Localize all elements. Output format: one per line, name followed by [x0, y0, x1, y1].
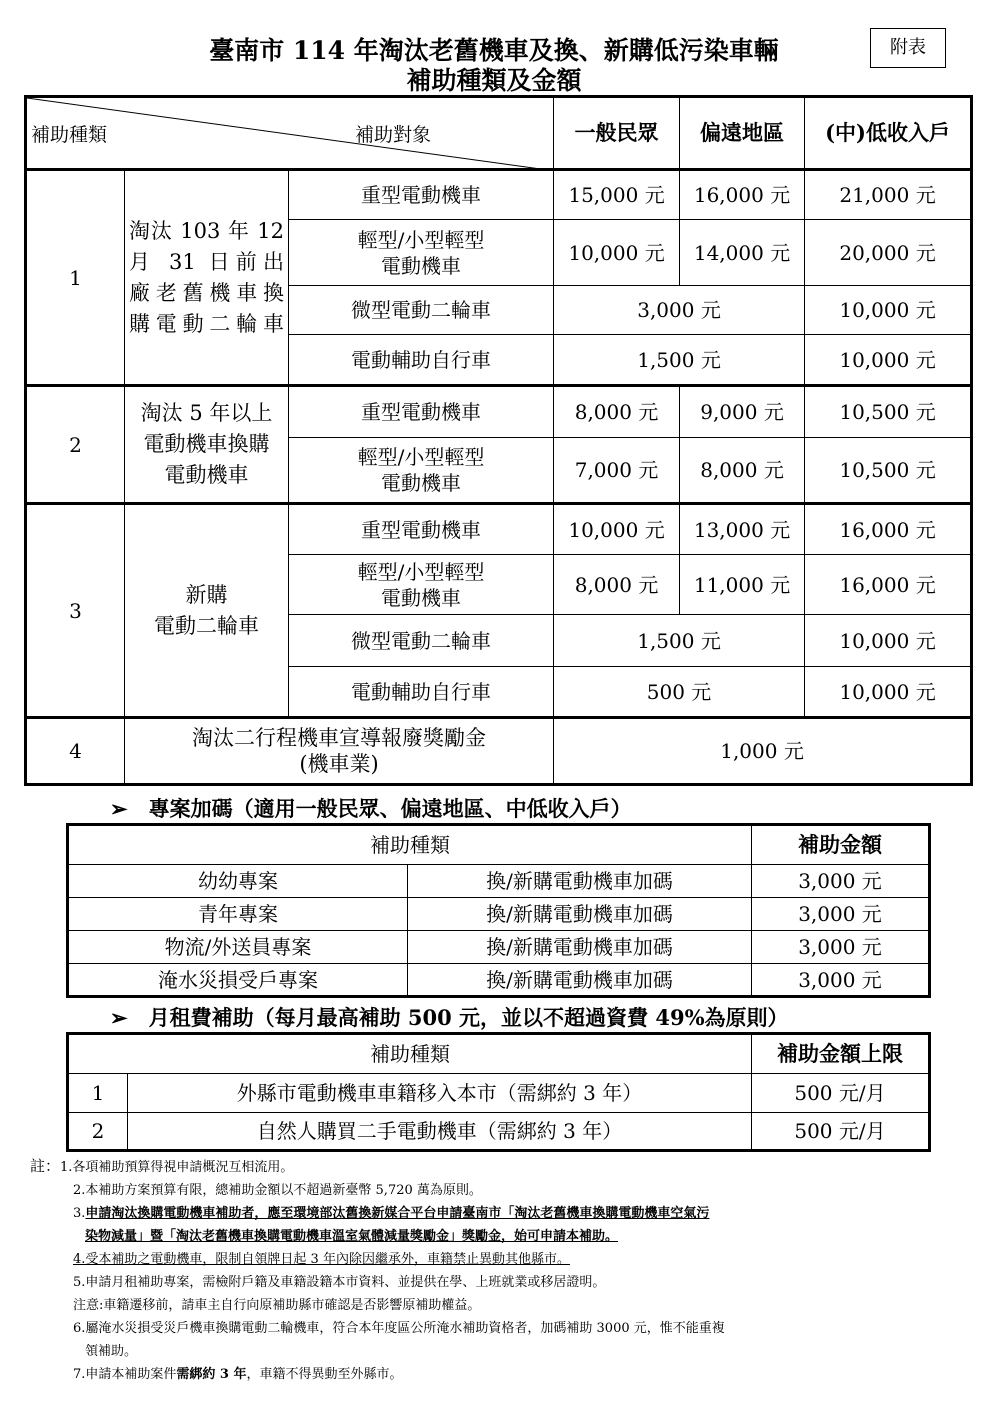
table-row [68, 931, 930, 964]
remote-amount: 14,000 元 [680, 220, 805, 286]
rent-header-amount: 補助金額上限 [752, 1034, 930, 1074]
group-description: 新購 電動二輪車 [125, 504, 289, 718]
merged-amount: 500 元 [554, 667, 805, 718]
rent-amount: 500 元/月 [752, 1074, 930, 1113]
general-amount: 10,000 元 [554, 220, 680, 286]
note-5-warning: 注意:車籍遷移前，請車主自行向原補助縣市確認是否影響原補助權益。 [73, 1298, 481, 1313]
target-cell: 重型電動機車 [289, 386, 554, 438]
lowincome-amount: 16,000 元 [805, 555, 972, 615]
remote-amount: 8,000 元 [680, 438, 805, 504]
note-1: 註：1.各項補助預算得視申請概況互相流用。 [30, 1157, 294, 1175]
rent-table [66, 1032, 931, 1152]
group-description: 淘汰二行程機車宣導報廢獎勵金 (機車業) [125, 718, 554, 785]
header-remote: 偏遠地區 [680, 97, 805, 170]
target-cell: 電動輔助自行車 [289, 667, 554, 718]
page-subtitle: 補助種類及金額 [406, 66, 582, 95]
lowincome-amount: 16,000 元 [805, 504, 972, 555]
rent-item: 外縣市電動機車車籍移入本市（需綁約 3 年） [128, 1074, 752, 1113]
header-general: 一般民眾 [554, 97, 680, 170]
bonus-name: 青年專案 [68, 898, 408, 931]
table-row [68, 1074, 930, 1113]
target-cell: 輕型/小型輕型 電動機車 [289, 438, 554, 504]
lowincome-amount: 10,500 元 [805, 438, 972, 504]
bonus-item: 換/新購電動機車加碼 [408, 898, 752, 931]
general-amount: 8,000 元 [554, 555, 680, 615]
group-number: 1 [26, 170, 125, 386]
attachment-label: 附表 [870, 28, 946, 68]
group-number: 4 [26, 718, 125, 785]
lowincome-amount: 10,000 元 [805, 286, 972, 335]
bonus-amount: 3,000 元 [752, 898, 930, 931]
bonus-name: 淹水災損受戶專案 [68, 964, 408, 997]
note-3-cont: 染物減量」暨「淘汰老舊機車換購電動機車溫室氣體減量獎勵金」獎勵金，始可申請本補助。 [85, 1229, 619, 1244]
bonus-header-type: 補助種類 [68, 825, 752, 865]
bonus-amount: 3,000 元 [752, 931, 930, 964]
rent-number: 2 [68, 1113, 128, 1151]
merged-amount: 1,000 元 [554, 718, 972, 785]
note-2: 2.本補助方案預算有限，總補助金額以不超過新臺幣 5,720 萬為原則。 [73, 1183, 482, 1198]
target-cell: 輕型/小型輕型 電動機車 [289, 220, 554, 286]
table-row [68, 1113, 930, 1151]
merged-amount: 1,500 元 [554, 615, 805, 667]
subsidy-table [24, 95, 973, 786]
bonus-heading: ➢ 專案加碼（適用一般民眾、偏遠地區、中低收入戶） [110, 796, 632, 821]
group-description: 淘汰 103 年 12 月 31 日前出 廠老舊機車換 購電動二輪車 [125, 170, 289, 386]
general-amount: 10,000 元 [554, 504, 680, 555]
target-cell: 電動輔助自行車 [289, 335, 554, 386]
general-amount: 8,000 元 [554, 386, 680, 438]
bonus-amount: 3,000 元 [752, 964, 930, 997]
rent-heading: ➢ 月租費補助（每月最高補助 500 元，並以不超過資費 49%為原則） [110, 1005, 789, 1030]
rent-header-type: 補助種類 [68, 1034, 752, 1074]
rent-item: 自然人購買二手電動機車（需綁約 3 年） [128, 1113, 752, 1151]
page-title: 臺南市 114 年淘汰老舊機車及換、新購低污染車輛 [209, 36, 779, 65]
header-lowincome: (中)低收入戶 [805, 97, 972, 170]
diagonal-header-cell [26, 97, 554, 170]
lowincome-amount: 10,000 元 [805, 335, 972, 386]
target-cell: 輕型/小型輕型 電動機車 [289, 555, 554, 615]
note-4: 4.受本補助之電動機車，限制自領牌日起 3 年內除因繼承外，車籍禁止異動其他縣市。 [73, 1252, 570, 1267]
remote-amount: 16,000 元 [680, 170, 805, 220]
table-row [26, 386, 972, 438]
table-row [26, 504, 972, 555]
table-row [68, 964, 930, 997]
merged-amount: 1,500 元 [554, 335, 805, 386]
group-number: 3 [26, 504, 125, 718]
remote-amount: 13,000 元 [680, 504, 805, 555]
header-type: 補助種類 [31, 124, 108, 146]
merged-amount: 3,000 元 [554, 286, 805, 335]
bonus-header-amount: 補助金額 [752, 825, 930, 865]
general-amount: 15,000 元 [554, 170, 680, 220]
group-number: 2 [26, 386, 125, 504]
bonus-item: 換/新購電動機車加碼 [408, 964, 752, 997]
bonus-amount: 3,000 元 [752, 865, 930, 898]
target-cell: 微型電動二輪車 [289, 615, 554, 667]
note-6-cont: 領補助。 [85, 1344, 138, 1359]
note-7: 7.申請本補助案件需綁約 3 年，車籍不得異動至外縣市。 [73, 1367, 403, 1382]
table-row [26, 718, 972, 785]
remote-amount: 11,000 元 [680, 555, 805, 615]
target-cell: 重型電動機車 [289, 504, 554, 555]
header-target: 補助對象 [355, 124, 432, 146]
lowincome-amount: 21,000 元 [805, 170, 972, 220]
lowincome-amount: 20,000 元 [805, 220, 972, 286]
rent-number: 1 [68, 1074, 128, 1113]
table-row [26, 170, 972, 220]
bonus-item: 換/新購電動機車加碼 [408, 865, 752, 898]
group-description: 淘汰 5 年以上 電動機車換購 電動機車 [125, 386, 289, 504]
table-row [68, 865, 930, 898]
lowincome-amount: 10,500 元 [805, 386, 972, 438]
target-cell: 微型電動二輪車 [289, 286, 554, 335]
remote-amount: 9,000 元 [680, 386, 805, 438]
rent-amount: 500 元/月 [752, 1113, 930, 1151]
target-cell: 重型電動機車 [289, 170, 554, 220]
note-5: 5.申請月租補助專案，需檢附戶籍及車籍設籍本市資料、並提供在學、上班就業或移居證明。 [73, 1275, 606, 1290]
note-3: 3.申請淘汰換購電動機車補助者，應至環境部汰舊換新媒合平台申請臺南市「淘汰老舊機車換購電動機車空氣污 [73, 1206, 710, 1221]
lowincome-amount: 10,000 元 [805, 615, 972, 667]
bonus-name: 物流/外送員專案 [68, 931, 408, 964]
table-row [68, 898, 930, 931]
notes-label: 註： [30, 1157, 61, 1175]
lowincome-amount: 10,000 元 [805, 667, 972, 718]
general-amount: 7,000 元 [554, 438, 680, 504]
note-6: 6.屬淹水災損受災戶機車換購電動二輪機車，符合本年度區公所淹水補助資格者，加碼補助 3000 元，惟不能重複 [73, 1321, 725, 1336]
bonus-item: 換/新購電動機車加碼 [408, 931, 752, 964]
notes [30, 1155, 970, 1386]
bonus-name: 幼幼專案 [68, 865, 408, 898]
bonus-table [66, 823, 931, 998]
